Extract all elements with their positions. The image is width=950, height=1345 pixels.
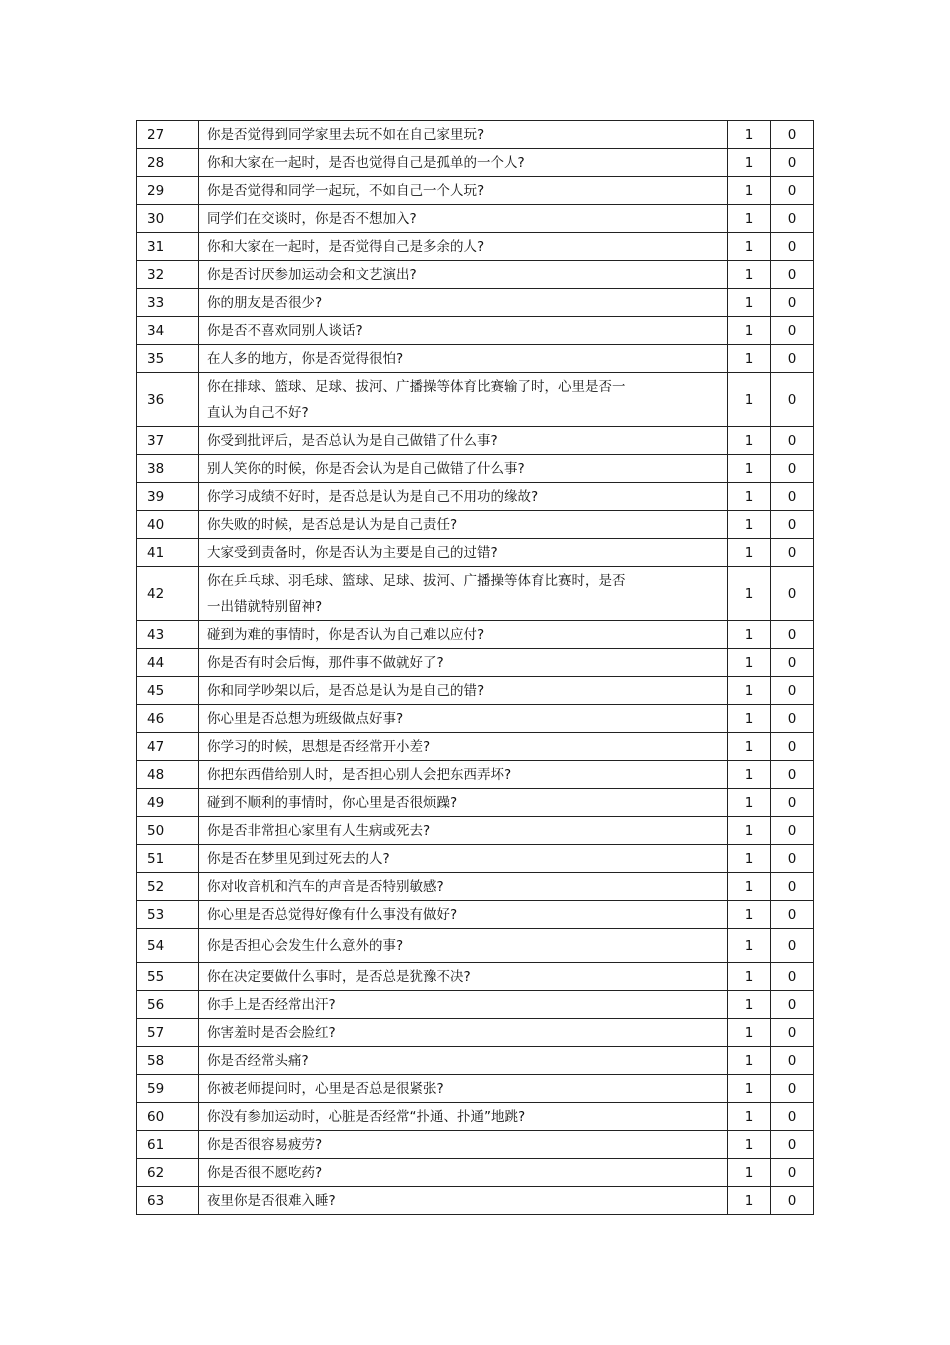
- question-text: [199, 317, 728, 345]
- score-no: 0: [771, 455, 814, 483]
- question-line: 你是否经常头痛?: [207, 1052, 309, 1069]
- table-row: [137, 705, 814, 733]
- question-text: [199, 873, 728, 901]
- score-yes: 1: [728, 845, 771, 873]
- question-text: [199, 901, 728, 929]
- question-text: [199, 567, 728, 621]
- score-no: 0: [771, 789, 814, 817]
- score-yes: 1: [728, 1103, 771, 1131]
- score-no: 0: [771, 427, 814, 455]
- table-row: [137, 427, 814, 455]
- question-text: [199, 649, 728, 677]
- table-row: [137, 121, 814, 149]
- table-row: [137, 1019, 814, 1047]
- item-number: 45: [137, 677, 199, 705]
- score-yes: 1: [728, 511, 771, 539]
- table-row: [137, 733, 814, 761]
- questionnaire-table-body: [137, 121, 814, 1215]
- item-number: 51: [137, 845, 199, 873]
- score-no: 0: [771, 817, 814, 845]
- question-text: [199, 1103, 728, 1131]
- score-yes: 1: [728, 149, 771, 177]
- score-no: 0: [771, 1103, 814, 1131]
- table-row: [137, 873, 814, 901]
- item-number: 29: [137, 177, 199, 205]
- table-row: [137, 901, 814, 929]
- item-number: 57: [137, 1019, 199, 1047]
- table-row: [137, 1131, 814, 1159]
- item-number: 27: [137, 121, 199, 149]
- score-yes: 1: [728, 789, 771, 817]
- question-line: 你是否讨厌参加运动会和文艺演出?: [207, 266, 417, 283]
- table-row: [137, 205, 814, 233]
- question-text: [199, 205, 728, 233]
- question-text: [199, 845, 728, 873]
- score-no: 0: [771, 511, 814, 539]
- item-number: 54: [137, 929, 199, 963]
- score-yes: 1: [728, 317, 771, 345]
- question-text: [199, 483, 728, 511]
- question-line: 你是否在梦里见到过死去的人?: [207, 850, 390, 867]
- score-yes: 1: [728, 761, 771, 789]
- question-text: [199, 991, 728, 1019]
- score-yes: 1: [728, 455, 771, 483]
- question-line: 你是否很不愿吃药?: [207, 1164, 323, 1181]
- score-yes: 1: [728, 733, 771, 761]
- question-text: [199, 1047, 728, 1075]
- score-no: 0: [771, 205, 814, 233]
- score-no: 0: [771, 233, 814, 261]
- item-number: 61: [137, 1131, 199, 1159]
- score-yes: 1: [728, 963, 771, 991]
- score-yes: 1: [728, 649, 771, 677]
- item-number: 33: [137, 289, 199, 317]
- table-row: [137, 1187, 814, 1215]
- table-row: [137, 233, 814, 261]
- question-line: 碰到不顺利的事情时，你心里是否很烦躁?: [207, 794, 458, 811]
- score-no: 0: [771, 705, 814, 733]
- table-row: [137, 761, 814, 789]
- item-number: 59: [137, 1075, 199, 1103]
- score-no: 0: [771, 1075, 814, 1103]
- score-no: 0: [771, 1047, 814, 1075]
- question-line: 同学们在交谈时，你是否不想加入?: [207, 210, 417, 227]
- table-row: [137, 929, 814, 963]
- item-number: 37: [137, 427, 199, 455]
- table-row: [137, 373, 814, 427]
- question-line: 你对收音机和汽车的声音是否特别敏感?: [207, 878, 444, 895]
- item-number: 53: [137, 901, 199, 929]
- question-text: [199, 621, 728, 649]
- item-number: 40: [137, 511, 199, 539]
- item-number: 44: [137, 649, 199, 677]
- score-yes: 1: [728, 289, 771, 317]
- item-number: 42: [137, 567, 199, 621]
- item-number: 32: [137, 261, 199, 289]
- table-row: [137, 621, 814, 649]
- score-no: 0: [771, 1159, 814, 1187]
- question-line: 别人笑你的时候，你是否会认为是自己做错了什么事?: [207, 460, 525, 477]
- table-row: [137, 345, 814, 373]
- score-yes: 1: [728, 345, 771, 373]
- item-number: 47: [137, 733, 199, 761]
- item-number: 46: [137, 705, 199, 733]
- score-yes: 1: [728, 427, 771, 455]
- question-line: 你心里是否总想为班级做点好事?: [207, 710, 404, 727]
- score-no: 0: [771, 483, 814, 511]
- question-line: 你是否觉得到同学家里去玩不如在自己家里玩?: [207, 126, 485, 143]
- table-row: [137, 455, 814, 483]
- score-no: 0: [771, 539, 814, 567]
- question-text: [199, 539, 728, 567]
- score-yes: 1: [728, 901, 771, 929]
- score-yes: 1: [728, 1187, 771, 1215]
- table-row: [137, 963, 814, 991]
- question-text: [199, 963, 728, 991]
- question-text: [199, 929, 728, 963]
- score-yes: 1: [728, 1131, 771, 1159]
- table-row: [137, 677, 814, 705]
- item-number: 63: [137, 1187, 199, 1215]
- question-line: 你心里是否总觉得好像有什么事没有做好?: [207, 906, 458, 923]
- score-yes: 1: [728, 705, 771, 733]
- score-yes: 1: [728, 205, 771, 233]
- table-row: [137, 511, 814, 539]
- score-no: 0: [771, 289, 814, 317]
- item-number: 60: [137, 1103, 199, 1131]
- item-number: 58: [137, 1047, 199, 1075]
- question-line: 你手上是否经常出汗?: [207, 996, 336, 1013]
- score-yes: 1: [728, 261, 771, 289]
- score-no: 0: [771, 1019, 814, 1047]
- question-line: 你学习成绩不好时，是否总是认为是自己不用功的缘故?: [207, 488, 539, 505]
- question-line: 你是否有时会后悔，那件事不做就好了?: [207, 654, 444, 671]
- score-yes: 1: [728, 621, 771, 649]
- question-line: 碰到为难的事情时，你是否认为自己难以应付?: [207, 626, 485, 643]
- question-text: [199, 121, 728, 149]
- score-yes: 1: [728, 873, 771, 901]
- score-no: 0: [771, 345, 814, 373]
- score-no: 0: [771, 929, 814, 963]
- score-yes: 1: [728, 121, 771, 149]
- question-line: 你是否觉得和同学一起玩，不如自己一个人玩?: [207, 182, 485, 199]
- score-yes: 1: [728, 991, 771, 1019]
- item-number: 62: [137, 1159, 199, 1187]
- question-line: 你和大家在一起时，是否也觉得自己是孤单的一个人?: [207, 154, 525, 171]
- item-number: 39: [137, 483, 199, 511]
- score-no: 0: [771, 177, 814, 205]
- score-yes: 1: [728, 177, 771, 205]
- table-row: [137, 789, 814, 817]
- question-text: [199, 705, 728, 733]
- item-number: 31: [137, 233, 199, 261]
- question-text: [199, 1131, 728, 1159]
- question-line: 夜里你是否很难入睡?: [207, 1192, 336, 1209]
- question-line: 你是否很容易疲劳?: [207, 1136, 323, 1153]
- score-no: 0: [771, 373, 814, 427]
- score-yes: 1: [728, 1075, 771, 1103]
- table-row: [137, 991, 814, 1019]
- table-row: [137, 649, 814, 677]
- score-yes: 1: [728, 483, 771, 511]
- score-yes: 1: [728, 817, 771, 845]
- question-line: 你在决定要做什么事时，是否总是犹豫不决?: [207, 968, 471, 985]
- score-no: 0: [771, 761, 814, 789]
- item-number: 34: [137, 317, 199, 345]
- table-row: [137, 261, 814, 289]
- score-no: 0: [771, 261, 814, 289]
- score-no: 0: [771, 621, 814, 649]
- question-line: 你是否非常担心家里有人生病或死去?: [207, 822, 431, 839]
- score-yes: 1: [728, 929, 771, 963]
- questionnaire-table: [136, 120, 814, 1215]
- item-number: 30: [137, 205, 199, 233]
- question-line: 你失败的时候，是否总是认为是自己责任?: [207, 516, 458, 533]
- item-number: 43: [137, 621, 199, 649]
- question-line: 你没有参加运动时，心脏是否经常“扑通、扑通”地跳?: [207, 1108, 526, 1125]
- question-text: [199, 177, 728, 205]
- table-row: [137, 539, 814, 567]
- table-row: [137, 1103, 814, 1131]
- question-text: [199, 289, 728, 317]
- item-number: 49: [137, 789, 199, 817]
- item-number: 38: [137, 455, 199, 483]
- item-number: 28: [137, 149, 199, 177]
- question-text: [199, 817, 728, 845]
- table-row: [137, 567, 814, 621]
- question-line: 大家受到责备时，你是否认为主要是自己的过错?: [207, 544, 498, 561]
- score-no: 0: [771, 963, 814, 991]
- table-row: [137, 317, 814, 345]
- question-text: [199, 761, 728, 789]
- item-number: 36: [137, 373, 199, 427]
- question-line: 你在乒乓球、羽毛球、篮球、足球、拔河、广播操等体育比赛时，是否: [207, 572, 626, 589]
- question-text: [199, 1187, 728, 1215]
- table-row: [137, 177, 814, 205]
- question-line-continued: 一出错就特别留神?: [207, 598, 323, 615]
- table-row: [137, 483, 814, 511]
- score-no: 0: [771, 733, 814, 761]
- question-text: [199, 345, 728, 373]
- score-no: 0: [771, 845, 814, 873]
- question-text: [199, 233, 728, 261]
- item-number: 52: [137, 873, 199, 901]
- score-no: 0: [771, 873, 814, 901]
- score-yes: 1: [728, 1047, 771, 1075]
- question-line: 你和大家在一起时，是否觉得自己是多余的人?: [207, 238, 485, 255]
- question-line: 你的朋友是否很少?: [207, 294, 323, 311]
- question-line: 你和同学吵架以后，是否总是认为是自己的错?: [207, 682, 485, 699]
- score-yes: 1: [728, 233, 771, 261]
- question-text: [199, 1075, 728, 1103]
- question-text: [199, 733, 728, 761]
- question-line: 你受到批评后，是否总认为是自己做错了什么事?: [207, 432, 498, 449]
- table-row: [137, 817, 814, 845]
- question-line: 你害羞时是否会脸红?: [207, 1024, 336, 1041]
- score-yes: 1: [728, 539, 771, 567]
- table-row: [137, 149, 814, 177]
- score-yes: 1: [728, 1159, 771, 1187]
- question-text: [199, 789, 728, 817]
- score-no: 0: [771, 121, 814, 149]
- question-line: 你是否担心会发生什么意外的事?: [207, 937, 404, 954]
- question-text: [199, 149, 728, 177]
- score-yes: 1: [728, 677, 771, 705]
- table-row: [137, 1075, 814, 1103]
- score-no: 0: [771, 901, 814, 929]
- question-text: [199, 511, 728, 539]
- question-text: [199, 677, 728, 705]
- question-line: 你学习的时候，思想是否经常开小差?: [207, 738, 431, 755]
- score-no: 0: [771, 649, 814, 677]
- question-line: 你把东西借给别人时，是否担心别人会把东西弄坏?: [207, 766, 512, 783]
- question-text: [199, 455, 728, 483]
- question-text: [199, 1019, 728, 1047]
- question-line: 你在排球、篮球、足球、拔河、广播操等体育比赛输了时，心里是否一: [207, 378, 626, 395]
- table-row: [137, 1159, 814, 1187]
- item-number: 41: [137, 539, 199, 567]
- question-line: 在人多的地方，你是否觉得很怕?: [207, 350, 404, 367]
- question-line: 你是否不喜欢同别人谈话?: [207, 322, 363, 339]
- question-text: [199, 373, 728, 427]
- question-line-continued: 直认为自己不好?: [207, 404, 309, 421]
- question-text: [199, 427, 728, 455]
- score-yes: 1: [728, 1019, 771, 1047]
- score-no: 0: [771, 1187, 814, 1215]
- score-yes: 1: [728, 567, 771, 621]
- item-number: 48: [137, 761, 199, 789]
- question-text: [199, 261, 728, 289]
- item-number: 50: [137, 817, 199, 845]
- score-no: 0: [771, 991, 814, 1019]
- question-text: [199, 1159, 728, 1187]
- table-row: [137, 845, 814, 873]
- score-no: 0: [771, 677, 814, 705]
- score-no: 0: [771, 1131, 814, 1159]
- score-yes: 1: [728, 373, 771, 427]
- item-number: 56: [137, 991, 199, 1019]
- item-number: 55: [137, 963, 199, 991]
- score-no: 0: [771, 567, 814, 621]
- score-no: 0: [771, 317, 814, 345]
- item-number: 35: [137, 345, 199, 373]
- table-row: [137, 289, 814, 317]
- score-no: 0: [771, 149, 814, 177]
- table-row: [137, 1047, 814, 1075]
- question-line: 你被老师提问时，心里是否总是很紧张?: [207, 1080, 444, 1097]
